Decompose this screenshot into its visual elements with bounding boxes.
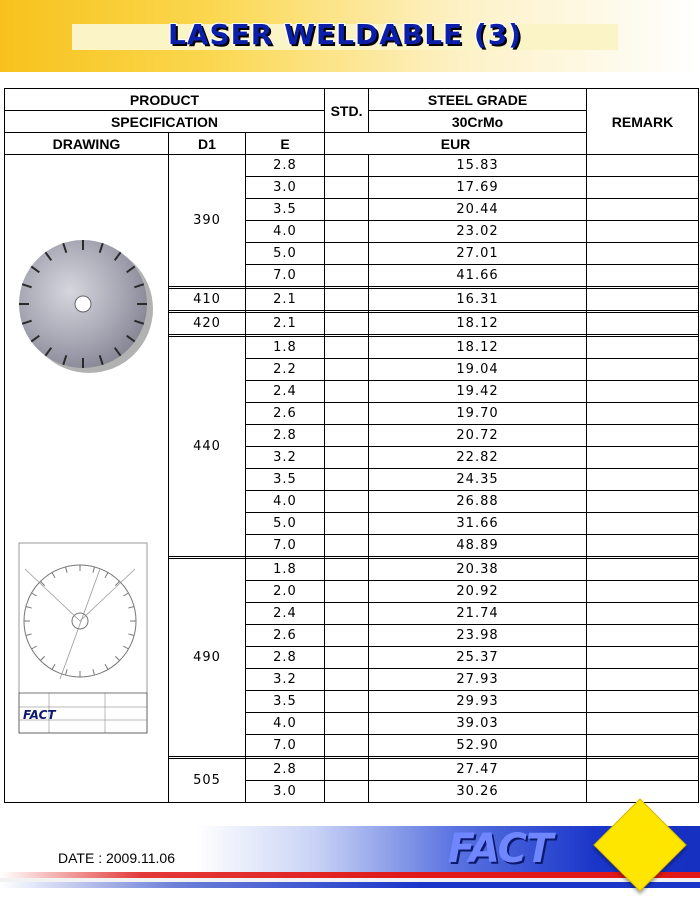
std-cell — [325, 513, 369, 535]
e-cell: 2.6 — [246, 403, 325, 425]
std-cell — [325, 425, 369, 447]
technical-drawing — [19, 543, 147, 733]
price-cell: 52.90 — [369, 735, 587, 757]
e-cell: 5.0 — [246, 243, 325, 265]
e-cell: 2.2 — [246, 359, 325, 381]
d1-cell: 505 — [169, 759, 246, 803]
price-cell: 17.69 — [369, 177, 587, 199]
price-cell: 18.12 — [369, 313, 587, 335]
std-cell — [325, 491, 369, 513]
price-table — [4, 88, 699, 803]
price-cell: 41.66 — [369, 265, 587, 287]
remark-cell — [587, 313, 699, 335]
e-cell: 2.0 — [246, 581, 325, 603]
remark-cell — [587, 447, 699, 469]
e-cell: 2.6 — [246, 625, 325, 647]
d1-cell: 420 — [169, 313, 246, 335]
footer-blue-stripe — [0, 882, 700, 888]
std-cell — [325, 603, 369, 625]
price-cell: 20.72 — [369, 425, 587, 447]
std-cell — [325, 691, 369, 713]
specification-header: SPECIFICATION — [5, 111, 325, 133]
e-cell: 2.8 — [246, 759, 325, 781]
e-cell: 1.8 — [246, 559, 325, 581]
std-cell — [325, 199, 369, 221]
d1-cell: 390 — [169, 155, 246, 287]
remark-cell — [587, 403, 699, 425]
d1-cell: 490 — [169, 559, 246, 757]
std-cell — [325, 535, 369, 557]
remark-cell — [587, 713, 699, 735]
price-cell: 23.02 — [369, 221, 587, 243]
std-cell — [325, 735, 369, 757]
price-cell: 20.38 — [369, 559, 587, 581]
table-body — [5, 155, 699, 803]
e-cell: 2.1 — [246, 313, 325, 335]
std-cell — [325, 447, 369, 469]
price-cell: 22.82 — [369, 447, 587, 469]
std-cell — [325, 647, 369, 669]
grade-header: 30CrMo — [369, 111, 587, 133]
e-cell: 3.5 — [246, 199, 325, 221]
remark-cell — [587, 337, 699, 359]
remark-cell — [587, 603, 699, 625]
price-cell: 27.47 — [369, 759, 587, 781]
price-cell: 30.26 — [369, 781, 587, 803]
d1-cell: 410 — [169, 289, 246, 311]
remark-cell — [587, 647, 699, 669]
remark-cell — [587, 469, 699, 491]
std-cell — [325, 337, 369, 359]
remark-cell — [587, 691, 699, 713]
std-cell — [325, 243, 369, 265]
remark-cell — [587, 289, 699, 311]
price-cell: 20.92 — [369, 581, 587, 603]
blade-drawings — [5, 159, 169, 799]
price-cell: 23.98 — [369, 625, 587, 647]
std-cell — [325, 759, 369, 781]
document-date: DATE : 2009.11.06 — [58, 850, 175, 866]
price-cell: 19.04 — [369, 359, 587, 381]
price-cell: 29.93 — [369, 691, 587, 713]
e-cell: 7.0 — [246, 265, 325, 287]
e-cell: 2.8 — [246, 647, 325, 669]
std-cell — [325, 265, 369, 287]
e-cell: 3.5 — [246, 691, 325, 713]
remark-cell — [587, 559, 699, 581]
e-cell: 3.2 — [246, 669, 325, 691]
e-header: E — [246, 133, 325, 155]
std-cell — [325, 381, 369, 403]
drawing-cell — [5, 155, 169, 803]
remark-cell — [587, 177, 699, 199]
price-cell: 16.31 — [369, 289, 587, 311]
price-cell: 26.88 — [369, 491, 587, 513]
remark-cell — [587, 243, 699, 265]
remark-cell — [587, 199, 699, 221]
table-row — [5, 155, 699, 177]
remark-cell — [587, 625, 699, 647]
e-cell: 2.4 — [246, 381, 325, 403]
std-cell — [325, 313, 369, 335]
remark-cell — [587, 759, 699, 781]
e-cell: 3.0 — [246, 177, 325, 199]
remark-cell — [587, 669, 699, 691]
std-cell — [325, 781, 369, 803]
remark-cell — [587, 513, 699, 535]
e-cell: 3.5 — [246, 469, 325, 491]
e-cell: 4.0 — [246, 491, 325, 513]
remark-cell — [587, 381, 699, 403]
price-cell: 20.44 — [369, 199, 587, 221]
drawing-sheet-logo: FACT — [23, 707, 56, 722]
currency-header: EUR — [325, 133, 587, 155]
std-cell — [325, 581, 369, 603]
e-cell: 4.0 — [246, 713, 325, 735]
page-title: LASER WELDABLE (3) — [167, 18, 522, 51]
e-cell: 2.8 — [246, 155, 325, 177]
std-cell — [325, 559, 369, 581]
price-cell: 18.12 — [369, 337, 587, 359]
price-cell: 27.01 — [369, 243, 587, 265]
price-cell: 15.83 — [369, 155, 587, 177]
e-cell: 7.0 — [246, 735, 325, 757]
e-cell: 3.0 — [246, 781, 325, 803]
e-cell: 7.0 — [246, 535, 325, 557]
std-cell — [325, 403, 369, 425]
fact-logo: FACT — [447, 826, 553, 872]
remark-cell — [587, 359, 699, 381]
e-cell: 4.0 — [246, 221, 325, 243]
e-cell: 3.2 — [246, 447, 325, 469]
std-cell — [325, 469, 369, 491]
remark-cell — [587, 735, 699, 757]
remark-cell — [587, 221, 699, 243]
std-cell — [325, 625, 369, 647]
std-cell — [325, 289, 369, 311]
product-header: PRODUCT — [5, 89, 325, 111]
drawing-header: DRAWING — [5, 133, 169, 155]
price-cell: 25.37 — [369, 647, 587, 669]
price-cell: 19.42 — [369, 381, 587, 403]
drawing-panel — [5, 159, 169, 799]
std-cell — [325, 669, 369, 691]
e-cell: 2.8 — [246, 425, 325, 447]
remark-cell — [587, 425, 699, 447]
price-cell: 48.89 — [369, 535, 587, 557]
remark-header: REMARK — [587, 89, 699, 155]
std-cell — [325, 177, 369, 199]
price-cell: 24.35 — [369, 469, 587, 491]
steel-grade-header: STEEL GRADE — [369, 89, 587, 111]
saw-blade-image — [19, 240, 153, 373]
remark-cell — [587, 265, 699, 287]
std-cell — [325, 221, 369, 243]
e-cell: 5.0 — [246, 513, 325, 535]
price-cell: 21.74 — [369, 603, 587, 625]
remark-cell — [587, 581, 699, 603]
std-header: STD. — [325, 89, 369, 133]
std-cell — [325, 359, 369, 381]
price-cell: 39.03 — [369, 713, 587, 735]
price-cell: 19.70 — [369, 403, 587, 425]
std-cell — [325, 155, 369, 177]
e-cell: 2.1 — [246, 289, 325, 311]
e-cell: 2.4 — [246, 603, 325, 625]
d1-cell: 440 — [169, 337, 246, 557]
price-cell: 27.93 — [369, 669, 587, 691]
remark-cell — [587, 535, 699, 557]
std-cell — [325, 713, 369, 735]
e-cell: 1.8 — [246, 337, 325, 359]
remark-cell — [587, 155, 699, 177]
remark-cell — [587, 781, 699, 803]
remark-cell — [587, 491, 699, 513]
price-cell: 31.66 — [369, 513, 587, 535]
d1-header: D1 — [169, 133, 246, 155]
